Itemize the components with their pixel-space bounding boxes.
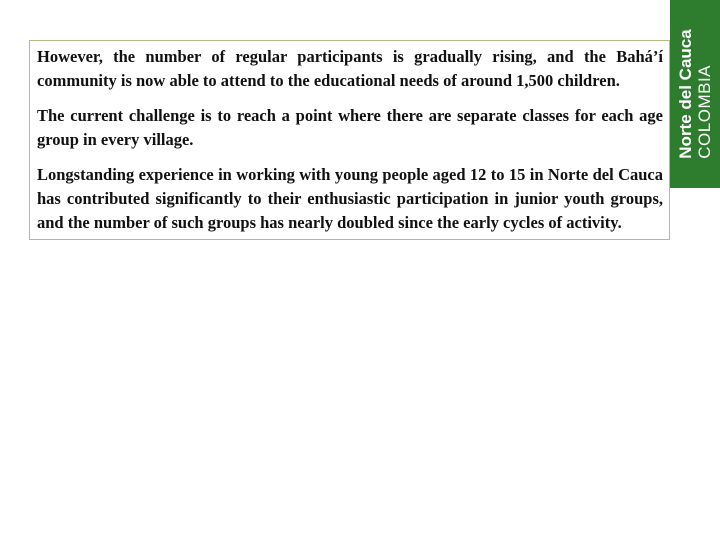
text-box [29,40,670,240]
paragraph-3: Longstanding experience in working with young people aged 12 to 15 in Norte del Cauca has contributed significantly to their enthusiastic participation in junior youth groups, and the number of such groups has nearly doubled since the early cycles of activity. [37,165,663,232]
paragraph-2: The current challenge is to reach a point where there are separate classes for each age group in every village. [37,106,663,149]
banner-country: COLOMBIA [695,64,714,159]
banner-region: Norte del Cauca [676,29,695,159]
paragraph-1: However, the number of regular participants is gradually rising, and the Bahá’í community is now able to attend to the educational needs of around 1,500 children. [37,47,663,90]
location-banner [670,0,720,188]
banner-text [676,29,714,158]
